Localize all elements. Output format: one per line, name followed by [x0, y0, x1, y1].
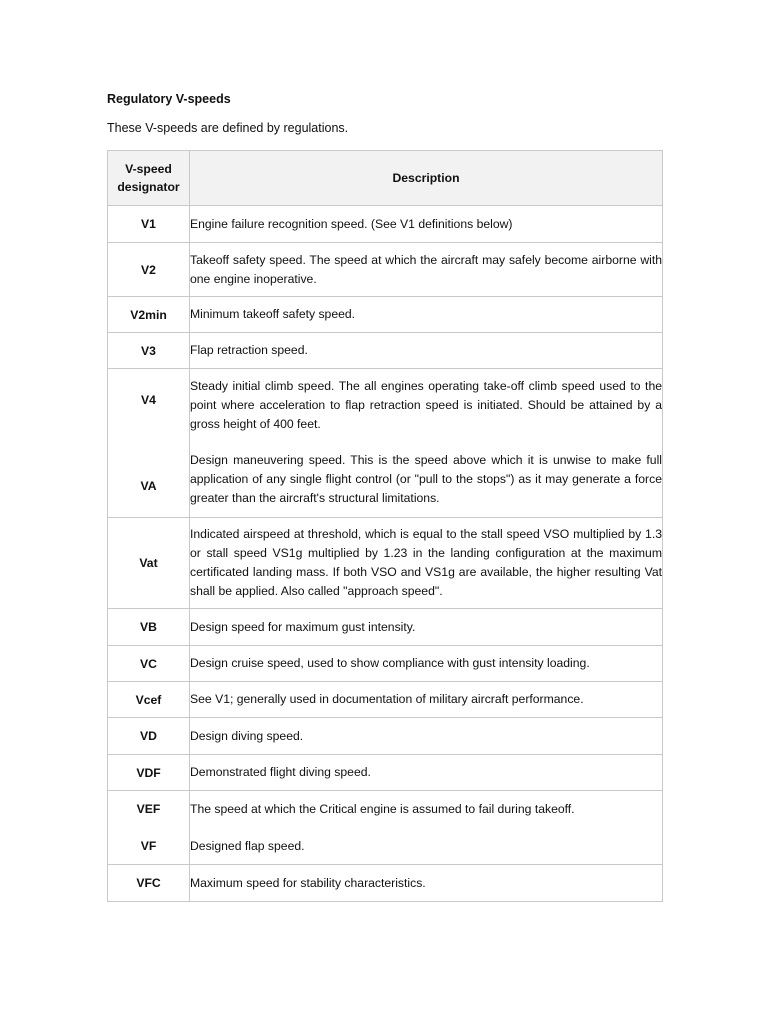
designator-cell: VC — [108, 646, 190, 682]
table-row — [108, 646, 663, 682]
table-row-combined — [108, 369, 663, 518]
description-cell: Engine failure recognition speed. (See V1 definitions below) — [190, 206, 663, 243]
designator-cell-combined — [108, 791, 190, 865]
table-row — [108, 518, 663, 609]
designator-text: V4 — [141, 393, 156, 407]
description-text: Designed flap speed. — [190, 838, 305, 853]
table-header-row — [108, 151, 663, 206]
description-cell: Maximum speed for stability characteristics. — [190, 865, 663, 902]
designator-cell: VDF — [108, 755, 190, 791]
description-cell: Demonstrated flight diving speed. — [190, 755, 663, 791]
header-designator-line1: V-speed — [125, 162, 172, 176]
header-designator — [108, 151, 190, 206]
table-row — [108, 333, 663, 369]
table-row — [108, 609, 663, 646]
designator-cell: VFC — [108, 865, 190, 902]
table-row — [108, 718, 663, 755]
table-row-combined — [108, 791, 663, 865]
description-text: The speed at which the Critical engine is assumed to fail during takeoff. — [190, 801, 575, 816]
section-heading: Regulatory V-speeds — [107, 92, 231, 106]
description-cell: Indicated airspeed at threshold, which is equal to the stall speed VSO multiplied by 1.3 or stall speed VS1g multiplied by 1.23 in the landing configuration at the maximum certificated landing mass. If both VSO and VS1g are available, the higher resulting Vat shall be applied. Also called "approach speed". — [190, 518, 663, 609]
description-cell-combined — [190, 791, 663, 865]
description-cell-combined — [190, 369, 663, 518]
table-row — [108, 755, 663, 791]
description-cell: Design cruise speed, used to show compliance with gust intensity loading. — [190, 646, 663, 682]
designator-text: VA — [140, 479, 157, 493]
designator-cell-combined — [108, 369, 190, 518]
designator-cell: V2 — [108, 243, 190, 297]
intro-paragraph: These V-speeds are defined by regulations. — [107, 121, 349, 135]
v-speed-table — [107, 150, 663, 902]
description-cell: Design speed for maximum gust intensity. — [190, 609, 663, 646]
designator-cell: V2min — [108, 297, 190, 333]
table-row — [108, 206, 663, 243]
header-designator-line2: designator — [117, 180, 180, 194]
designator-text: VEF — [136, 802, 161, 816]
description-text: Steady initial climb speed. The all engines operating take-off climb speed used to the point where acceleration to flap retraction speed is initiated. Should be attained by a gross height of 400 feet. — [190, 379, 662, 431]
table-row — [108, 243, 663, 297]
description-cell: Takeoff safety speed. The speed at which the aircraft may safely become airborne with one engine inoperative. — [190, 243, 663, 297]
designator-cell: V3 — [108, 333, 190, 369]
header-description: Description — [190, 151, 663, 206]
designator-cell: Vcef — [108, 682, 190, 718]
table-row — [108, 297, 663, 333]
designator-cell: VB — [108, 609, 190, 646]
description-text: Design maneuvering speed. This is the speed above which it is unwise to make full application of any single flight control (or "pull to the stops") as it may generate a force greater than the aircraft's structural limitations. — [190, 453, 662, 505]
description-cell: Flap retraction speed. — [190, 333, 663, 369]
description-cell: Minimum takeoff safety speed. — [190, 297, 663, 333]
table-row — [108, 682, 663, 718]
description-cell: Design diving speed. — [190, 718, 663, 755]
designator-cell: Vat — [108, 518, 190, 609]
designator-cell: V1 — [108, 206, 190, 243]
table-row — [108, 865, 663, 902]
designator-text: VF — [140, 839, 157, 853]
description-cell: See V1; generally used in documentation of military aircraft performance. — [190, 682, 663, 718]
designator-cell: VD — [108, 718, 190, 755]
